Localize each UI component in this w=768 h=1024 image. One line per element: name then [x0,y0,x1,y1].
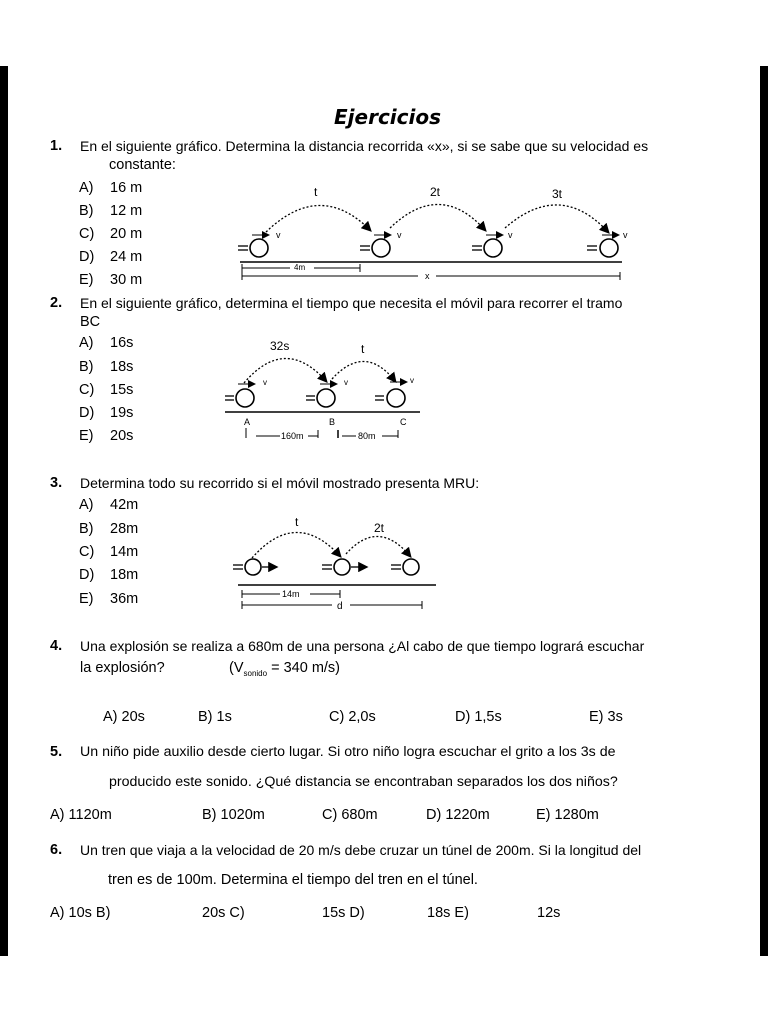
q1-ball-3 [472,230,513,257]
q1-label-4m: 4m [294,263,306,272]
q5-text-line1: Un niño pide auxilio desde cierto lugar. Si otro niño logra escuchar el grito a los 3s de [80,744,616,760]
q1-text-line1: En el siguiente gráfico. Determina la distancia recorrida «x», si se sabe que su velocidad es [80,138,649,154]
q1-option-value-c: 20 m [110,226,143,242]
q1-arc-3 [505,205,608,232]
q2-option-value-b: 18s [110,359,134,375]
q2-option-value-c: 15s [110,382,134,398]
q1-label-t1: t [314,185,318,199]
q6-option-e: 12s [537,905,561,921]
q4-text-line2: la explosión? [80,660,165,676]
page-title: Ejercicios [334,105,442,129]
q4-text-line1: Una explosión se realiza a 680m de una persona ¿Al cabo de que tiempo logrará escuchar [80,638,645,654]
q5-option-d: D) 1220m [426,807,490,823]
q2-label-80m: 80m [358,431,376,441]
q5-option-b: B) 1020m [202,807,265,823]
q3-arc-1 [252,532,340,558]
q4-option-a: A) 20s [103,709,145,725]
q3-option-value-b: 28m [110,521,139,537]
q3-text-line1: Determina todo su recorrido si el móvil mostrado presenta MRU: [80,475,480,491]
q2-option-label-e: E) [79,428,94,444]
q4-option-c: C) 2,0s [329,709,376,725]
q5-text-line2: producido este sonido. ¿Qué distancia se encontraban separados los dos niños? [109,774,618,790]
q3-arc-2 [346,536,410,556]
q2-diagram [220,335,430,445]
q1-arc-1 [266,205,370,232]
q1-option-value-e: 30 m [110,272,143,288]
left-border [0,66,8,956]
q1-distance-4m [242,263,360,272]
q4-option-d: D) 1,5s [455,709,502,725]
q1-velocity-label-4: v [623,230,628,240]
q2-arc-1 [244,358,326,383]
q3-label-t: t [295,515,299,529]
q2-option-label-d: D) [79,405,95,421]
q1-option-label-b: B) [79,203,94,219]
q1-velocity-label-2: v [397,230,402,240]
q3-ball-2 [322,559,366,575]
q1-option-label-d: D) [79,249,95,265]
q2-velocity-label-a: v [263,378,267,387]
q4-number: 4. [50,638,63,654]
q3-option-label-e: E) [79,591,94,607]
q2-distance-160m [246,428,318,441]
q3-distance-14m [242,589,340,599]
q3-label-d: d [337,601,343,612]
q3-ball-3 [391,559,419,575]
q3-diagram [228,512,443,614]
q1-option-value-a: 16 m [110,180,143,196]
q1-label-x: x [425,271,430,280]
q2-option-value-d: 19s [110,405,134,421]
q2-label-t: t [361,342,365,356]
q4-formula-rest: = 340 m/s) [271,660,341,676]
q2-text-line2: BC [80,314,101,330]
q6-option-d: 18s E) [427,905,469,921]
q1-ball-4 [587,230,628,257]
q4-option-e: E) 3s [589,709,623,725]
q2-text-line1: En el siguiente gráfico, determina el tiempo que necesita el móvil para recorrer el tramo [80,295,623,311]
q2-option-label-c: C) [79,382,95,398]
q1-velocity-label-1: v [276,230,281,240]
q6-text-line1: Un tren que viaja a la velocidad de 20 m/s debe cruzar un túnel de 200m. Si la longitud del [80,842,642,858]
q2-option-label-a: A) [79,335,94,351]
q6-text-line2: tren es de 100m. Determina el tiempo del tren en el túnel. [108,872,478,888]
q3-label-14m: 14m [282,589,300,599]
q4-option-b: B) 1s [198,709,232,725]
q2-label-160m: 160m [281,431,304,441]
q6-option-c: 15s D) [322,905,365,921]
q2-distance-80m [338,430,398,441]
q3-option-label-c: C) [79,544,95,560]
q3-option-value-e: 36m [110,591,139,607]
q2-ball-b [306,378,348,407]
q1-diagram [230,180,640,280]
q2-option-value-a: 16s [110,335,134,351]
q1-option-value-b: 12 m [110,203,143,219]
q2-point-b: B [329,417,336,427]
q5-option-e: E) 1280m [536,807,599,823]
q1-text-line2: constante: [109,157,176,173]
q4-formula-sub: sonido [243,668,268,678]
q2-velocity-label-b: v [344,378,348,387]
q1-number: 1. [50,138,63,154]
q6-number: 6. [50,842,63,858]
q2-point-c: C [400,417,407,427]
q1-arc-2 [390,204,485,230]
q4-formula-open: (V [229,660,244,676]
q1-label-t3: 3t [552,187,563,201]
q1-label-t2: 2t [430,185,441,199]
q2-option-value-e: 20s [110,428,134,444]
q3-option-value-d: 18m [110,567,139,583]
q2-ball-c [375,376,414,407]
q2-option-label-b: B) [79,359,94,375]
q6-option-b: 20s C) [202,905,245,921]
q2-velocity-label-c: v [410,376,414,385]
q1-distance-x [242,271,620,280]
q2-ball-a [225,378,267,407]
q1-ball-1 [238,230,281,257]
q2-point-a: A [244,417,251,427]
q1-option-value-d: 24 m [110,249,143,265]
q4-formula [229,660,340,678]
q2-arc-2 [332,361,395,381]
q3-option-label-b: B) [79,521,94,537]
q1-option-label-c: C) [79,226,95,242]
q6-option-a: A) 10s B) [50,905,111,921]
q1-option-label-e: E) [79,272,94,288]
q2-number: 2. [50,295,63,311]
q5-option-c: C) 680m [322,807,378,823]
q3-ball-1 [233,559,276,575]
q5-option-a: A) 1120m [50,807,112,823]
q5-number: 5. [50,744,63,760]
q3-label-2t: 2t [374,521,385,535]
right-border [760,66,768,956]
q3-distance-d [242,601,422,612]
q1-ball-2 [360,230,402,257]
q1-option-label-a: A) [79,180,94,196]
q3-option-value-a: 42m [110,497,139,513]
q3-option-label-d: D) [79,567,95,583]
q1-velocity-label-3: v [508,230,513,240]
q2-label-32s: 32s [270,339,290,353]
q3-number: 3. [50,475,63,491]
q3-option-value-c: 14m [110,544,139,560]
q3-option-label-a: A) [79,497,94,513]
